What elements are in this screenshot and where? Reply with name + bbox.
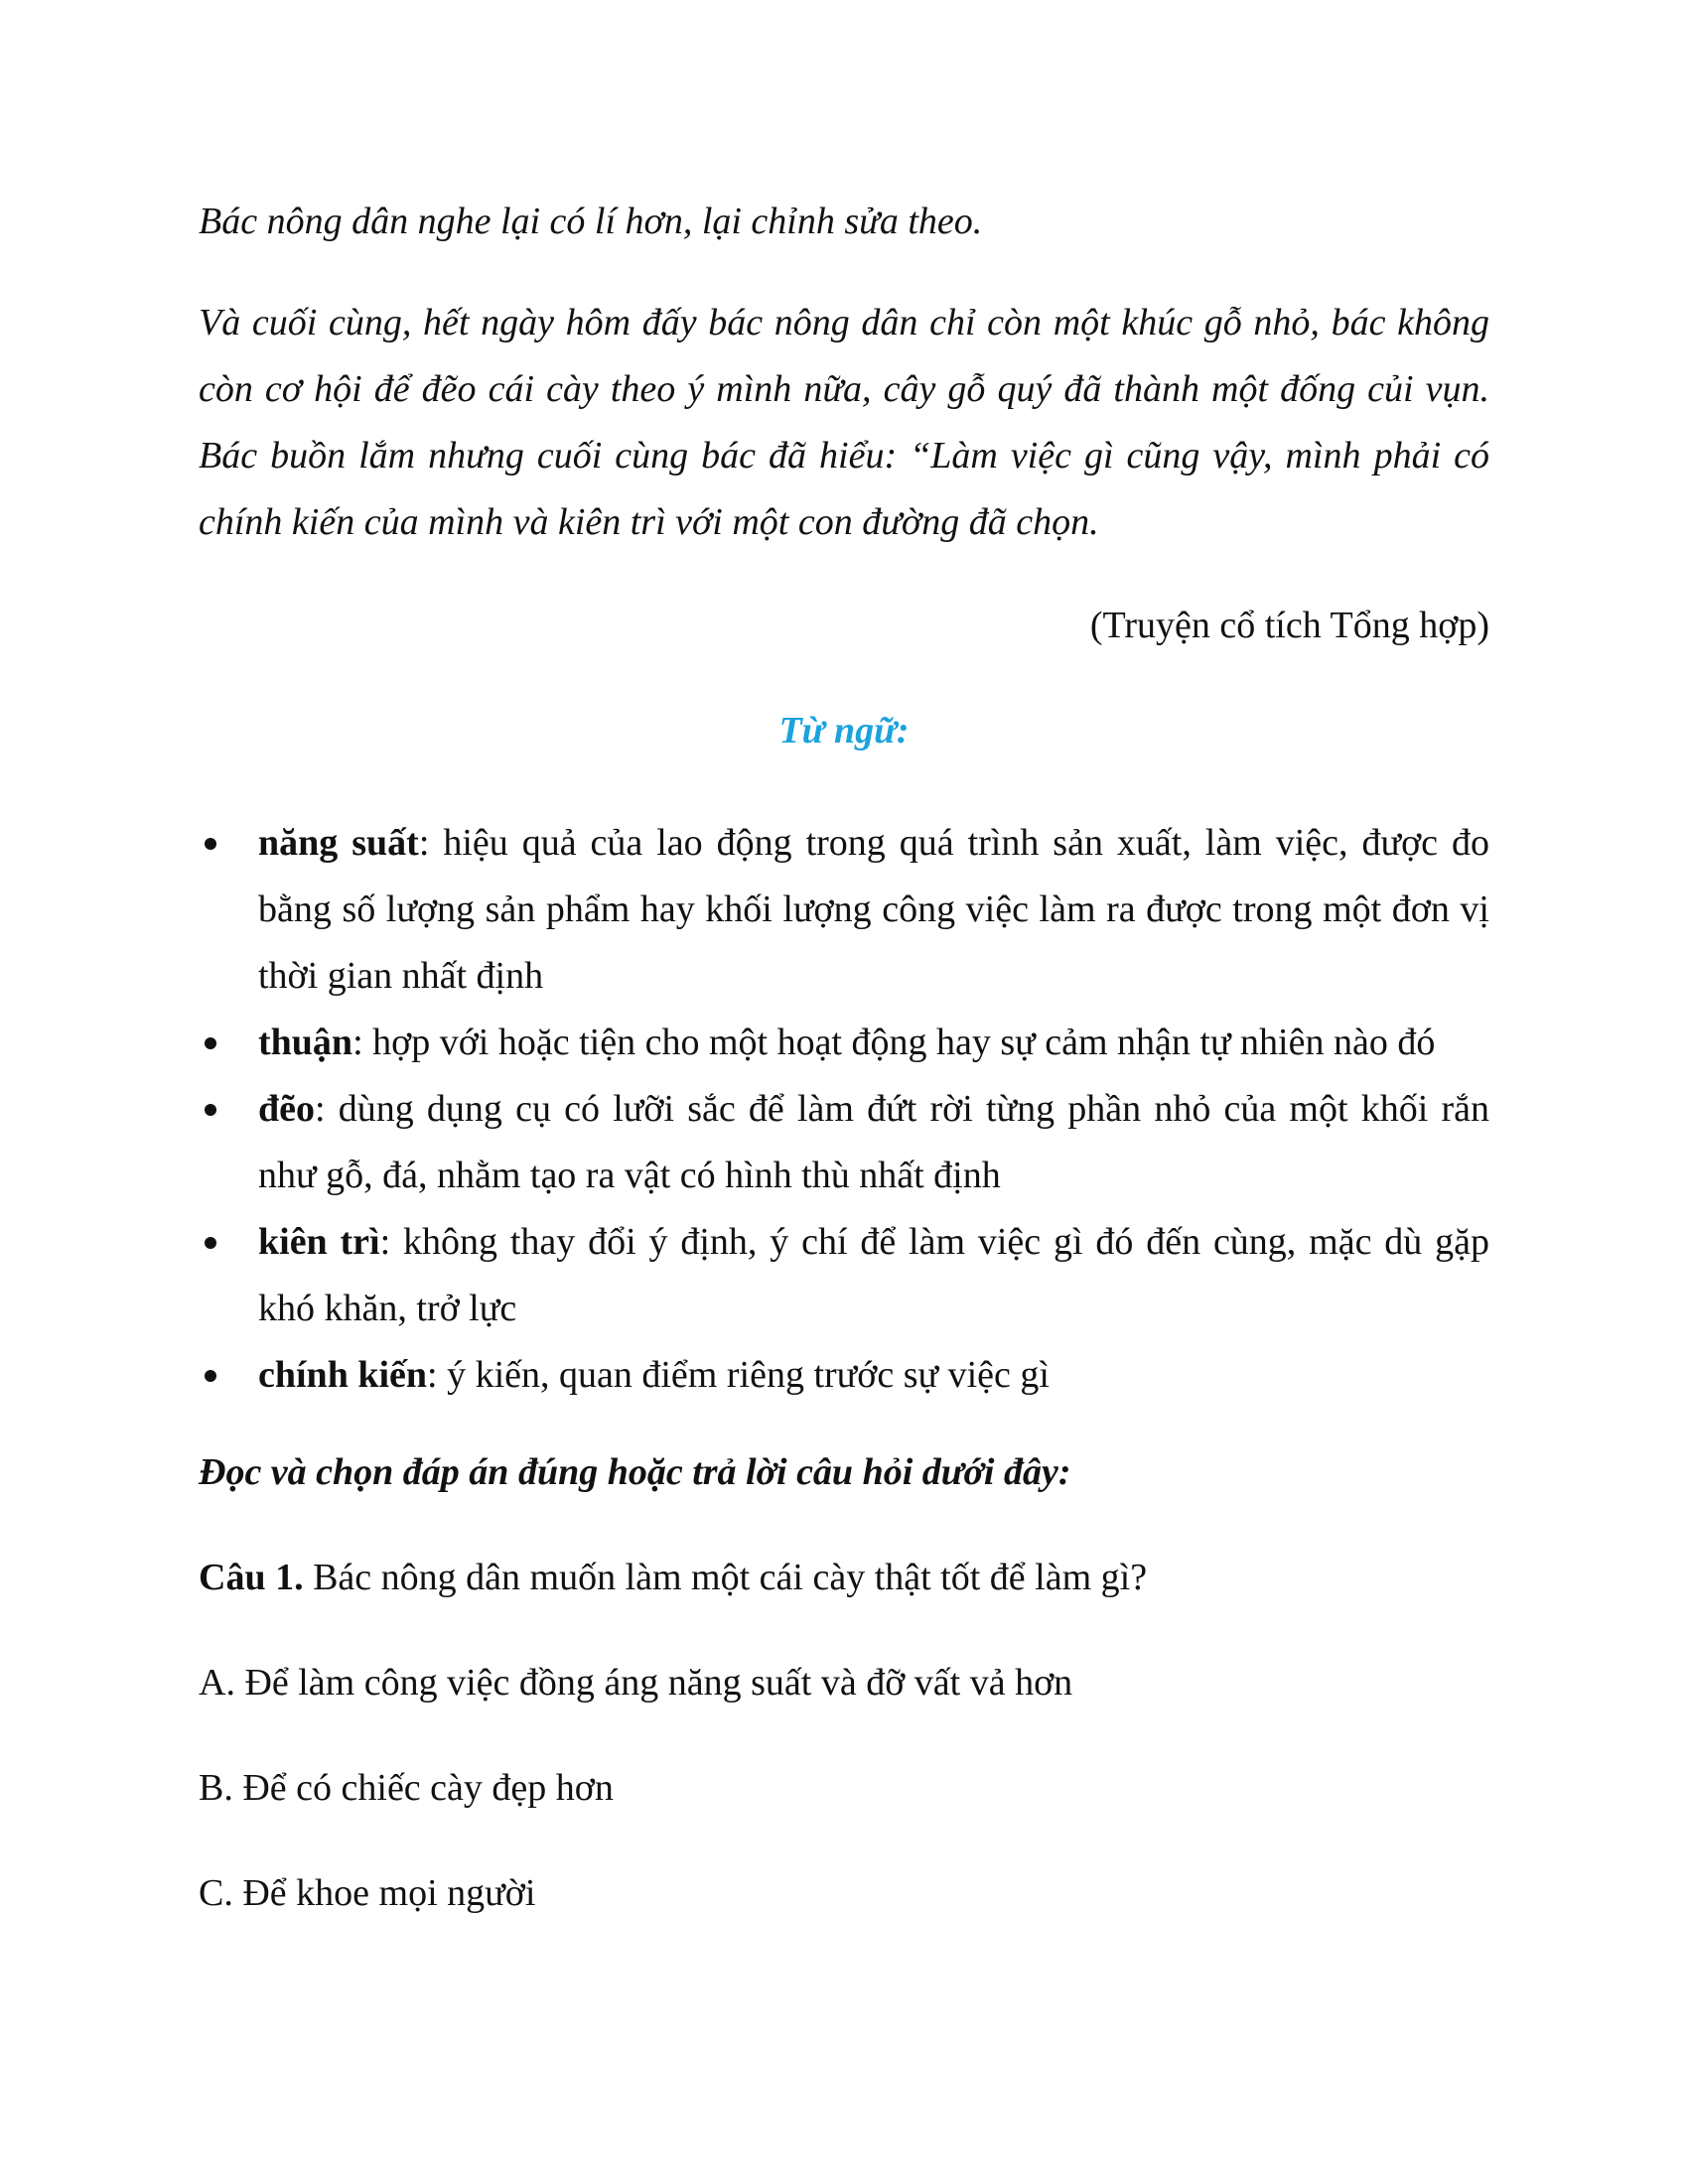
bullet-icon <box>199 810 222 877</box>
glossary-list <box>199 810 1489 1409</box>
glossary-definition: : hiệu quả của lao động trong quá trình sản xuất, làm việc, được đo bằng số lượng sản phẩm hay khối lượng công việc làm ra được trong một đơn vị thời gian nhất định <box>258 822 1490 997</box>
glossary-term: kiên trì <box>258 1221 380 1263</box>
exercise-instruction: Đọc và chọn đáp án đúng hoặc trả lời câu hỏi dưới đây: <box>199 1451 1071 1493</box>
glossary-term: thuận <box>258 1022 353 1063</box>
glossary-title: Từ ngữ: <box>778 710 910 751</box>
story-paragraph-1: Bác nông dân nghe lại có lí hơn, lại chỉnh sửa theo. <box>199 201 983 242</box>
glossary-item <box>199 810 1489 1010</box>
story-source: (Truyện cổ tích Tổng hợp) <box>1089 605 1489 646</box>
glossary-item <box>199 1342 1489 1409</box>
answer-option-b: B. Để có chiếc cày đẹp hơn <box>199 1767 614 1809</box>
bullet-icon <box>199 1076 222 1143</box>
bullet-icon <box>199 1209 222 1276</box>
glossary-item <box>199 1076 1489 1209</box>
glossary-definition: : không thay đổi ý định, ý chí để làm việc gì đó đến cùng, mặc dù gặp khó khăn, trở lực <box>258 1221 1489 1329</box>
question-1 <box>199 1545 1489 1611</box>
bullet-icon <box>199 1010 222 1076</box>
glossary-term: chính kiến <box>258 1354 428 1396</box>
answer-option-c: C. Để khoe mọi người <box>199 1872 536 1914</box>
glossary-term: đẽo <box>258 1088 315 1130</box>
glossary-item <box>199 1209 1489 1342</box>
bullet-icon <box>199 1342 222 1409</box>
question-text: Bác nông dân muốn làm một cái cày thật tốt để làm gì? <box>303 1557 1148 1598</box>
glossary-definition: : dùng dụng cụ có lưỡi sắc để làm đứt rời từng phần nhỏ của một khối rắn như gỗ, đá, nhằm tạo ra vật có hình thù nhất định <box>258 1088 1489 1196</box>
document-page <box>199 0 1489 2184</box>
glossary-item <box>199 1010 1489 1076</box>
story-paragraph-2: Và cuối cùng, hết ngày hôm đấy bác nông dân chỉ còn một khúc gỗ nhỏ, bác không còn cơ hội để đẽo cái cày theo ý mình nữa, cây gỗ quý đã thành một đống củi vụn. Bác buồn lắm nhưng cuối cùng bác đã hiểu: “Làm việc gì cũng vậy, mình phải có chính kiến của mình và kiên trì với một con đường đã chọn. <box>199 302 1489 543</box>
glossary-definition: : ý kiến, quan điểm riêng trước sự việc gì <box>427 1354 1050 1396</box>
answer-option-a: A. Để làm công việc đồng áng năng suất và đỡ vất vả hơn <box>199 1662 1073 1704</box>
glossary-definition: : hợp với hoặc tiện cho một hoạt động hay sự cảm nhận tự nhiên nào đó <box>352 1022 1436 1063</box>
glossary-term: năng suất <box>258 822 419 864</box>
question-number: Câu 1. <box>199 1557 304 1598</box>
